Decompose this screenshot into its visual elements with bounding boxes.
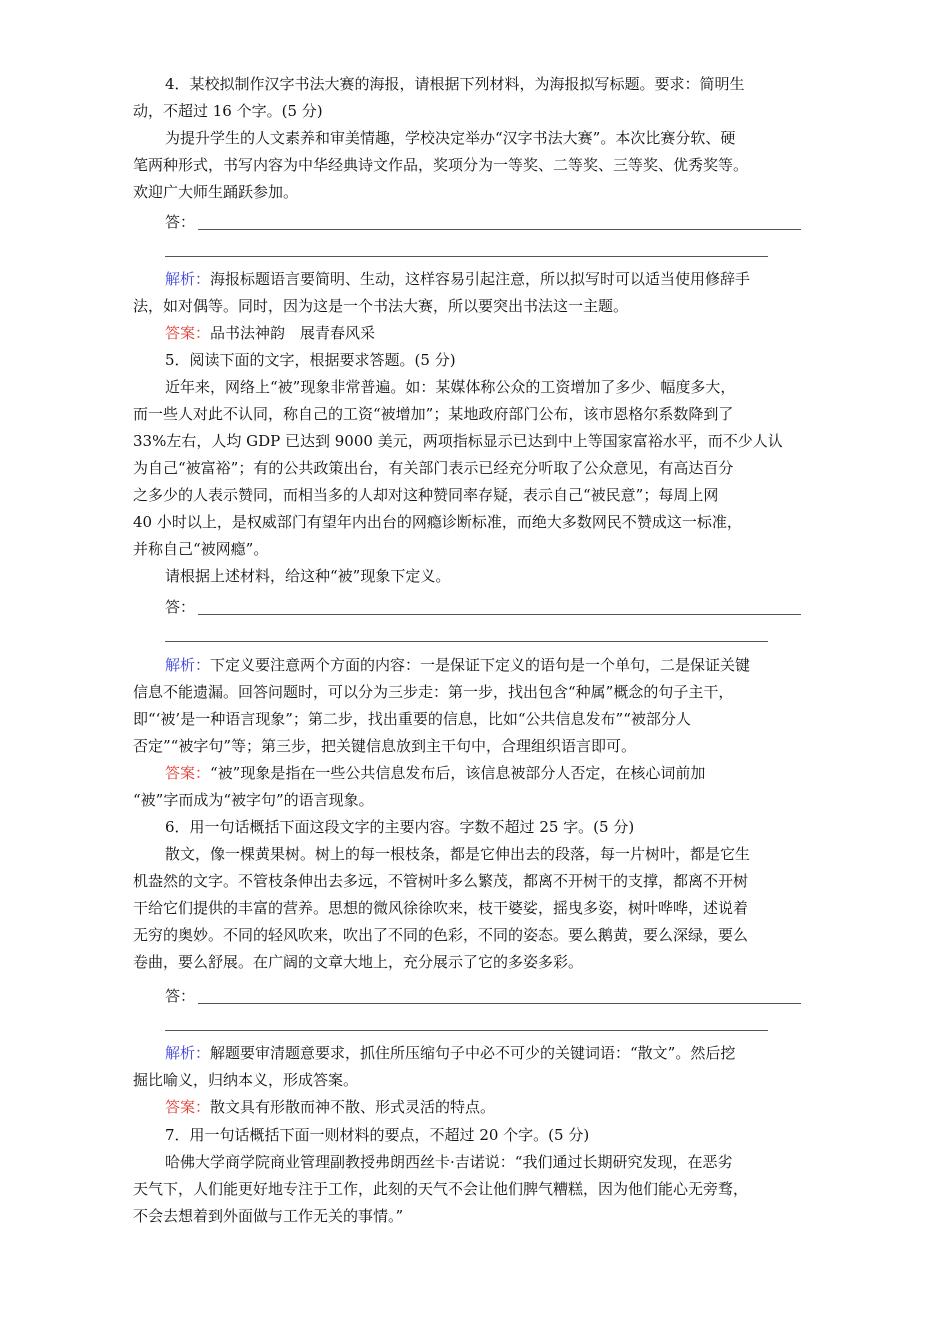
q5-answer-prompt: 答： — [165, 598, 196, 616]
q6-material-line-4: 无穷的奥妙。不同的轻风吹来，吹出了不同的色彩，不同的姿态。要么鹅黄，要么深绿，要么 — [133, 926, 749, 944]
q6-analysis-label: 解析： — [165, 1044, 211, 1062]
q4-prompt-line-2: 动，不超过 16 个字。(5 分) — [133, 102, 323, 120]
q6-analysis-line-1 — [165, 1042, 735, 1064]
q7-material-line-3: 不会去想着到外面做与工作无关的事情。” — [133, 1207, 404, 1225]
q6-prompt-line: 6．用一句话概括下面这段文字的主要内容。字数不超过 25 字。(5 分) — [165, 818, 635, 836]
q4-material-line-1: 为提升学生的人文素养和审美情趣，学校决定举办“汉字书法大赛”。本次比赛分软、硬 — [165, 129, 736, 147]
q5-answer-label: 答案： — [165, 764, 211, 782]
q7-material-line-1: 哈佛大学商学院商业管理副教授弗朗西丝卡·吉诺说：“我们通过长期研究发现，在恶劣 — [165, 1153, 733, 1171]
q4-analysis-line-1 — [165, 268, 750, 290]
q5-material-line-6: 40 小时以上，是权威部门有望年内出台的网瘾诊断标准，而绝大多数网民不赞成这一标准， — [133, 513, 742, 531]
q5-material-line-5: 之多少的人表示赞同，而相当多的人却对这种赞同率存疑，表示自己“被民意”；每周上网 — [133, 486, 719, 504]
q5-material-line-2: 而一些人对此不认同，称自己的工资“被增加”；某地政府部门公布，该市恩格尔系数降到了 — [133, 405, 734, 423]
q5-analysis-line-2: 信息不能遗漏。回答问题时，可以分为三步走：第一步，找出包含“种属”概念的句子主干， — [133, 683, 734, 701]
q4-material-line-3: 欢迎广大师生踊跃参加。 — [133, 183, 299, 201]
q6-answer-prompt: 答： — [165, 987, 196, 1005]
q4-answer-line-2 — [165, 256, 768, 257]
q6-analysis-text-1: 解题要审清题意要求，抓住所压缩句子中必不可少的关键词语：“散文”。然后挖 — [210, 1044, 736, 1062]
q5-analysis-text-1: 下定义要注意两个方面的内容：一是保证下定义的语句是一个单句，二是保证关键 — [210, 656, 751, 674]
q6-material-line-2: 机盎然的文字。不管枝条伸出去多远，不管树叶多么繁茂，都离不开树干的支撑，都离不开树 — [133, 872, 749, 890]
q5-analysis-line-3: 即“‘被’是一种语言现象”；第二步，找出重要的信息，比如“公共信息发布”“被部分人 — [133, 710, 691, 728]
q5-analysis-line-1 — [165, 654, 750, 676]
q6-analysis-line-2: 掘比喻义，归纳本义，形成答案。 — [133, 1071, 359, 1089]
q6-answer-text: 散文具有形散而神不散、形式灵活的特点。 — [210, 1098, 496, 1116]
q6-answer-label: 答案： — [165, 1098, 211, 1116]
q4-analysis-text-1: 海报标题语言要简明、生动，这样容易引起注意，所以拟写时可以适当使用修辞手 — [210, 270, 751, 288]
q6-material-line-3: 干给它们提供的丰富的营养。思想的微风徐徐吹来，枝干婆娑，摇曳多姿，树叶哗哗，述说着 — [133, 899, 749, 917]
q5-analysis-line-4: 否定”“被字句”等；第三步，把关键信息放到主干句中，合理组织语言即可。 — [133, 737, 637, 755]
q5-answer-line-2 — [165, 641, 768, 642]
q4-analysis-label: 解析： — [165, 270, 211, 288]
q4-answer-label: 答案： — [165, 324, 211, 342]
q4-answer-line-1 — [198, 229, 801, 230]
q5-answer-line-1 — [198, 614, 801, 615]
q5-answer-row — [165, 762, 705, 784]
q5-answer-text-1: “被”现象是指在一些公共信息发布后，该信息被部分人否定，在核心词前加 — [210, 764, 706, 782]
q4-answer-row — [165, 322, 375, 344]
q5-material-line-4: 为自己“被富裕”；有的公共政策出台，有关部门表示已经充分听取了公众意见，有高达百分 — [133, 459, 734, 477]
q4-prompt-line-1: 4．某校拟制作汉字书法大赛的海报，请根据下列材料，为海报拟写标题。要求：简明生 — [165, 75, 745, 93]
q7-prompt-line: 7．用一句话概括下面一则材料的要点，不超过 20 个字。(5 分) — [165, 1126, 590, 1144]
q6-material-line-5: 卷曲，要么舒展。在广阔的文章大地上，充分展示了它的多姿多彩。 — [133, 953, 584, 971]
q6-answer-row — [165, 1096, 495, 1118]
q5-analysis-label: 解析： — [165, 656, 211, 674]
q4-answer-text: 品书法神韵 展青春风采 — [210, 324, 376, 342]
q4-analysis-line-2: 法，如对偶等。同时，因为这是一个书法大赛，所以要突出书法这一主题。 — [133, 297, 629, 315]
q6-material-line-1: 散文，像一棵黄果树。树上的每一根枝条，都是它伸出去的段落，每一片树叶，都是它生 — [165, 845, 751, 863]
q5-task-line: 请根据上述材料，给这种“被”现象下定义。 — [165, 567, 451, 585]
q5-material-line-7: 并称自己“被网瘾”。 — [133, 540, 269, 558]
q7-material-line-2: 天气下，人们能更好地专注于工作，此刻的天气不会让他们脾气糟糕，因为他们能心无旁骛， — [133, 1180, 749, 1198]
q4-material-line-2: 笔两种形式，书写内容为中华经典诗文作品，奖项分为一等奖、二等奖、三等奖、优秀奖等。 — [133, 156, 749, 174]
q6-answer-line-1 — [198, 1003, 801, 1004]
q5-material-line-1: 近年来，网络上“被”现象非常普遍。如：某媒体称公众的工资增加了多少、幅度多大， — [165, 378, 736, 396]
q5-answer-line-text-2: “被”字而成为“被字句”的语言现象。 — [133, 791, 374, 809]
q6-answer-line-2 — [165, 1030, 768, 1031]
q4-answer-prompt: 答： — [165, 213, 196, 231]
q5-prompt-line: 5．阅读下面的文字，根据要求答题。(5 分) — [165, 351, 456, 369]
q5-material-line-3: 33%左右，人均 GDP 已达到 9000 美元，两项指标显示已达到中上等国家富裕水平，而不少人认 — [133, 432, 783, 450]
